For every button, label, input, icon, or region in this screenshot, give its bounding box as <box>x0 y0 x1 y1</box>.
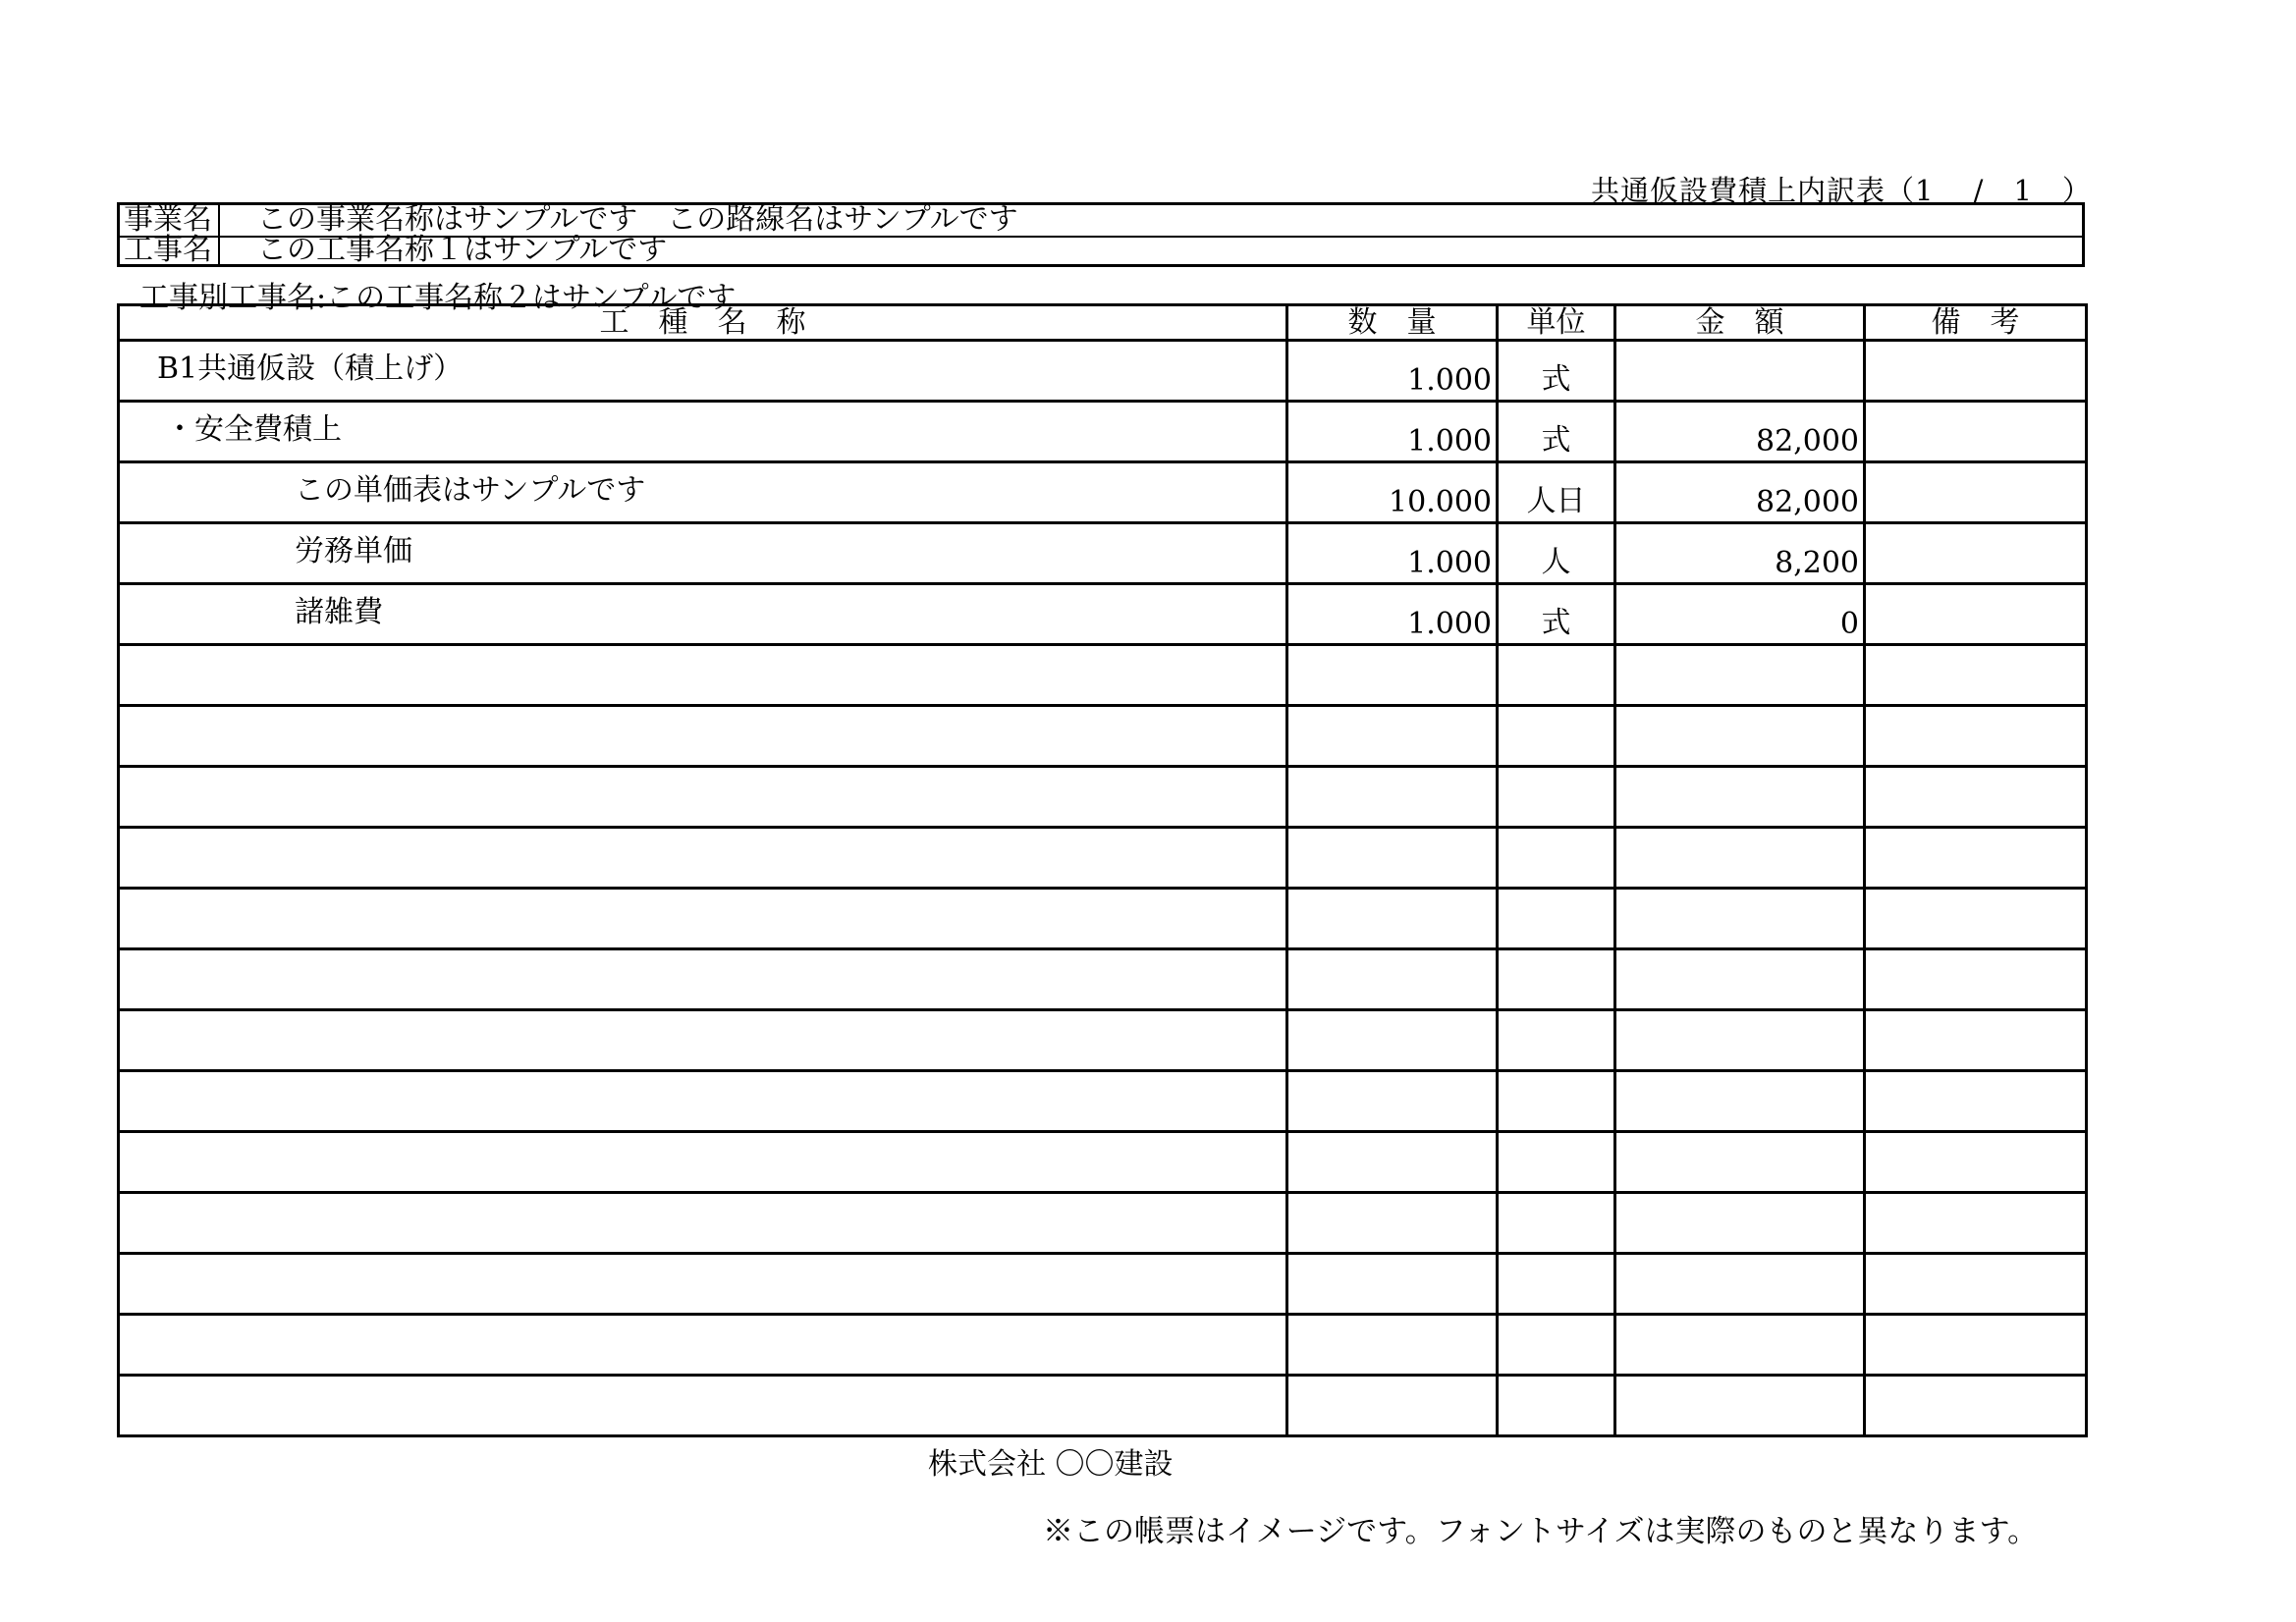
cell-empty <box>1287 1132 1498 1193</box>
cell-name <box>119 341 1287 402</box>
company-name: 株式会社 〇〇建設 <box>928 1447 1174 1482</box>
cell-empty <box>1615 645 1865 706</box>
item-amount: 82,000 <box>1756 485 1859 519</box>
cell-name <box>119 402 1287 462</box>
cell-qty <box>1287 523 1498 584</box>
cell-empty <box>1498 889 1615 949</box>
cell-empty <box>119 706 1287 767</box>
cell-empty <box>1287 1010 1498 1071</box>
table-row-empty <box>119 1010 2087 1071</box>
cell-empty <box>1865 1254 2087 1315</box>
work-label: 工事名 <box>124 233 212 267</box>
cell-empty <box>1615 1376 1865 1436</box>
table-row <box>119 402 2087 462</box>
cell-empty <box>1865 1376 2087 1436</box>
col-header-name: 工 種 名 称 <box>119 305 1287 341</box>
cell-unit <box>1498 462 1615 523</box>
cell-empty <box>1615 949 1865 1010</box>
item-qty: 1.000 <box>1407 363 1492 398</box>
table-row <box>119 523 2087 584</box>
item-name: 労務単価 <box>295 534 412 568</box>
cell-empty <box>1865 1315 2087 1376</box>
table-row <box>119 462 2087 523</box>
cell-empty <box>1287 1254 1498 1315</box>
cell-empty <box>1865 1132 2087 1193</box>
item-unit: 人 <box>1541 545 1571 579</box>
table-row-empty <box>119 1376 2087 1436</box>
cell-unit <box>1498 402 1615 462</box>
cell-empty <box>119 645 1287 706</box>
cell-empty <box>1287 889 1498 949</box>
item-amount: 82,000 <box>1756 424 1859 459</box>
cell-empty <box>1615 1254 1865 1315</box>
cell-amount <box>1615 462 1865 523</box>
cell-empty <box>119 1315 1287 1376</box>
cell-remarks <box>1865 523 2087 584</box>
table-row <box>119 341 2087 402</box>
cell-empty <box>119 828 1287 889</box>
cell-qty <box>1287 584 1498 645</box>
table-row-empty <box>119 889 2087 949</box>
cell-remarks <box>1865 584 2087 645</box>
table-row-empty <box>119 1132 2087 1193</box>
cell-empty <box>1615 1010 1865 1071</box>
cell-empty <box>1498 1132 1615 1193</box>
table-row-empty <box>119 1315 2087 1376</box>
table-row-empty <box>119 706 2087 767</box>
cell-empty <box>1498 706 1615 767</box>
item-qty: 10.000 <box>1389 485 1492 519</box>
cell-empty <box>1498 1254 1615 1315</box>
col-header-amount: 金 額 <box>1615 305 1865 341</box>
cell-empty <box>119 1132 1287 1193</box>
item-name: この単価表はサンプルです <box>295 473 646 508</box>
cell-empty <box>1615 1193 1865 1254</box>
cell-amount <box>1615 584 1865 645</box>
cell-empty <box>1498 1010 1615 1071</box>
cell-amount <box>1615 402 1865 462</box>
item-qty: 1.000 <box>1407 424 1492 459</box>
cell-qty <box>1287 462 1498 523</box>
item-amount: 8,200 <box>1775 546 1859 580</box>
cell-empty <box>1287 1376 1498 1436</box>
breakdown-table <box>117 303 2088 1437</box>
col-header-unit: 単位 <box>1498 305 1615 341</box>
cell-empty <box>1287 949 1498 1010</box>
cell-empty <box>1865 1193 2087 1254</box>
cell-empty <box>1498 767 1615 828</box>
table-header-row <box>119 305 2087 341</box>
header-divider <box>218 205 220 236</box>
table-row-empty <box>119 645 2087 706</box>
cell-empty <box>1615 1071 1865 1132</box>
cell-empty <box>1615 1132 1865 1193</box>
cell-empty <box>1287 1315 1498 1376</box>
cell-empty <box>1865 767 2087 828</box>
cell-empty <box>1865 889 2087 949</box>
cell-empty <box>1498 1376 1615 1436</box>
item-name: ・安全費積上 <box>165 412 342 447</box>
cell-empty <box>119 949 1287 1010</box>
cell-amount <box>1615 523 1865 584</box>
cell-name <box>119 523 1287 584</box>
cell-empty <box>1865 828 2087 889</box>
col-header-qty: 数 量 <box>1287 305 1498 341</box>
cell-empty <box>1865 706 2087 767</box>
table-row <box>119 584 2087 645</box>
cell-empty <box>1287 1071 1498 1132</box>
cell-empty <box>119 1071 1287 1132</box>
cell-name <box>119 584 1287 645</box>
item-qty: 1.000 <box>1407 607 1492 641</box>
cell-empty <box>119 889 1287 949</box>
cell-empty <box>1498 1315 1615 1376</box>
cell-remarks <box>1865 462 2087 523</box>
table-row-empty <box>119 767 2087 828</box>
cell-empty <box>1287 1193 1498 1254</box>
sub-work-title: 工事別工事名:この工事名称２はサンプルです <box>139 281 737 315</box>
cell-unit <box>1498 341 1615 402</box>
cell-amount <box>1615 341 1865 402</box>
item-amount: 0 <box>1839 607 1859 641</box>
cell-remarks <box>1865 402 2087 462</box>
cell-empty <box>119 1254 1287 1315</box>
cell-unit <box>1498 584 1615 645</box>
item-unit: 式 <box>1541 423 1571 458</box>
col-header-remarks: 備 考 <box>1865 305 2087 341</box>
cell-empty <box>1498 1193 1615 1254</box>
cell-remarks <box>1865 341 2087 402</box>
cell-empty <box>1615 767 1865 828</box>
cell-empty <box>1287 706 1498 767</box>
item-unit: 式 <box>1541 362 1571 397</box>
cell-empty <box>1287 645 1498 706</box>
table-row-empty <box>119 1193 2087 1254</box>
cell-empty <box>1498 1071 1615 1132</box>
item-unit: 人日 <box>1526 484 1586 518</box>
item-qty: 1.000 <box>1407 546 1492 580</box>
table-row-empty <box>119 828 2087 889</box>
work-row <box>120 233 2082 267</box>
project-value: この事業名称はサンプルです この路線名はサンプルです <box>257 202 1018 237</box>
cell-empty <box>1865 1010 2087 1071</box>
cell-empty <box>1615 1315 1865 1376</box>
cell-empty <box>1498 645 1615 706</box>
cell-empty <box>1865 645 2087 706</box>
cell-empty <box>1865 949 2087 1010</box>
cell-empty <box>119 1376 1287 1436</box>
cell-qty <box>1287 341 1498 402</box>
cell-empty <box>1615 828 1865 889</box>
cell-qty <box>1287 402 1498 462</box>
cell-empty <box>1498 828 1615 889</box>
cell-name <box>119 462 1287 523</box>
work-value: この工事名称１はサンプルです <box>257 233 668 267</box>
cell-empty <box>1865 1071 2087 1132</box>
cell-unit <box>1498 523 1615 584</box>
disclaimer-note: ※この帳票はイメージです。フォントサイズは実際のものと異なります。 <box>1043 1514 2039 1549</box>
project-label: 事業名 <box>124 202 212 237</box>
table-row-empty <box>119 1254 2087 1315</box>
cell-empty <box>119 1010 1287 1071</box>
item-name: 諸雑費 <box>295 595 383 629</box>
cell-empty <box>1287 767 1498 828</box>
item-name: B1共通仮設（積上げ） <box>157 351 464 386</box>
table-row-empty <box>119 1071 2087 1132</box>
table-row-empty <box>119 949 2087 1010</box>
cell-empty <box>119 767 1287 828</box>
item-unit: 式 <box>1541 606 1571 640</box>
header-box <box>117 202 2085 267</box>
page-title: 共通仮設費積上内訳表（1 / 1 ） <box>1591 174 2092 207</box>
cell-empty <box>119 1193 1287 1254</box>
header-divider <box>218 236 220 265</box>
cell-empty <box>1615 706 1865 767</box>
cell-empty <box>1498 949 1615 1010</box>
cell-empty <box>1287 828 1498 889</box>
cell-empty <box>1615 889 1865 949</box>
